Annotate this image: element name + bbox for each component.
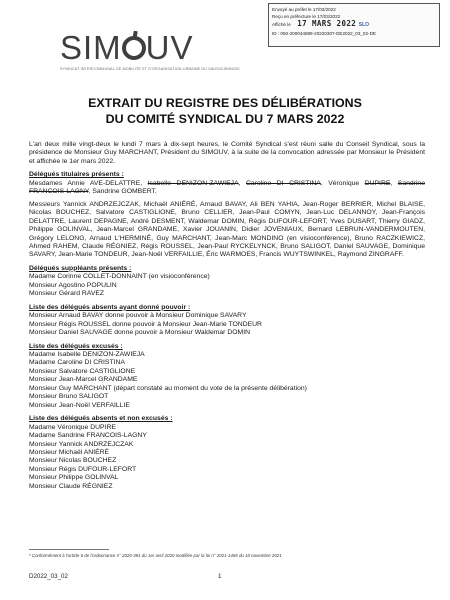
document-code: D2022_03_02 <box>29 573 68 580</box>
page-number: 1 <box>218 573 222 580</box>
footnote: * Conformément à l'article 6 de l'ordonnance n° 2020-391 du 1er avril 2020 modifiée par la loi n° 2021-1465 du 10 novembre 2021 <box>29 553 282 558</box>
pouvoirs-list <box>29 312 425 337</box>
stamp-sent-line: Envoyé au préfet le 17/03/2022 <box>272 7 336 12</box>
stamp-brand: SLO <box>358 22 370 29</box>
absents-heading: Liste des délégués absents et non excusés : <box>29 415 173 423</box>
list-item: Monsieur Nicolas BOUCHEZ <box>29 457 117 465</box>
list-item: Monsieur Guy MARCHANT (départ constaté au moment du vote de la présente délibération) <box>29 384 307 392</box>
stamp-received-line: Reçu en préfecture le 17/03/2022 <box>272 14 341 20</box>
list-item: Madame Corinne COLLET-DONNAINT (en visioconférence) <box>29 273 210 281</box>
stamp-handwritten-date: 17 MARS 2022 <box>297 19 357 29</box>
logo-o-glyph <box>122 36 146 60</box>
pouvoirs-heading: Liste des délégués absents ayant donné pouvoir : <box>29 303 191 311</box>
titulaires-mesdames <box>29 180 425 197</box>
struck-name: Isabelle DENIZON-ZAWIEJA <box>147 179 239 187</box>
list-item: Monsieur Yannick ANDRZEJCZAK <box>29 440 134 448</box>
list-item: Monsieur Agostino POPULIN <box>29 281 117 289</box>
list-item: Monsieur Michaël ANIÉRÉ <box>29 448 110 456</box>
list-item: Monsieur Régis DUFOUR-LEFORT <box>29 465 137 473</box>
titulaires-messieurs: Messieurs Yannick ANDRZEJCZAK, Michaël ANIÉRÉ, Arnaud BAVAY, Ali BEN YAHIA, Jean-Roger BERRIER, Michel BLAISE, Nicolas BOUCHEZ, Salvatore CASTIGLIONE, Bruno CELLIER, Jean-Paul COMYN, Jean-Luc DELANNOY, Jean-François DELATTRE, Laurent DEPAGNE, André DESMENT, Waldemar DOMIN, Régis DUFOUR-LEFORT, Yves DUSART, Thierry GIADZ, Philippe GOLINVAL, Jean-Marcel GRANDAME, Xavier JOUANIN, Didier JOVENIAUX, Bernard LEBRUN-VANDERMOUTEN, Grégory LELONG, Arnaud L'HERMINÉ, Guy MARCHANT, Jean-Marc MONDINO (en visioconférence), Bruno RACZKIEWICZ, Ahmed RAHEM, Claude RÉGNIEZ, Régis ROUSSEL, Jean-Paul RYCKELYNCK, Bruno SALIGOT, Daniel SAUVAGE, Dominique SAVARY, Jean-Marie TONDEUR, Jean-Noël VERFAILLIE, Éric WARMOES, Francis WUYTSWINKEL, Raymond ZINGRAFF. <box>29 200 425 259</box>
list-item: Monsieur Jean-Marcel GRANDAME <box>29 376 138 384</box>
stamp-posted-label: Affiché le <box>272 22 291 28</box>
list-item: Monsieur Philippe GOLINVAL <box>29 474 119 482</box>
document-body <box>29 141 425 491</box>
mesdames-lead: Mesdames Annie AVE-DELATTRE, <box>29 179 148 187</box>
intro-paragraph: L'an deux mille vingt-deux le lundi 7 mars à dix-sept heures, le Comité Syndical s'est réuni salle du Conseil Syndical, sous la présidence de Monsieur Guy MARCHANT, Président du SIMOUV, à la suite de la convocation adressée par Monsieur le Président et affichée le 1er mars 2022. <box>29 141 425 165</box>
mesdames-text: , Véronique <box>320 179 365 187</box>
absents-list <box>29 424 425 492</box>
list-item: Monsieur Bruno SALIGOT <box>29 393 109 401</box>
transmission-stamp <box>268 3 440 47</box>
list-item: Monsieur Jean-Noël VERFAILLIE <box>29 401 130 409</box>
list-item: Madame Isabelle DENIZON-ZAWIEJA <box>29 350 145 358</box>
stamp-posted-line <box>272 20 436 29</box>
separator: , <box>390 179 398 187</box>
document-title <box>0 95 450 127</box>
suppleants-list <box>29 273 425 298</box>
footnote-divider <box>29 549 109 550</box>
mesdames-text: , Sandrine GOMBERT. <box>88 188 157 196</box>
titulaires-heading: Délégués titulaires présents : <box>29 171 124 179</box>
list-item: Monsieur Arnaud BAVAY donne pouvoir à Monsieur Dominique SAVARY <box>29 312 247 320</box>
excuses-list <box>29 351 425 410</box>
logo-tagline: SYNDICAT INTERCOMMUNAL DE MOBILITÉ ET D'ORGANISATION URBAINE DU VALENCIENNOIS <box>60 67 240 71</box>
excuses-heading: Liste des délégués excusés : <box>29 342 123 350</box>
list-item: Monsieur Régis ROUSSEL donne pouvoir à Monsieur Jean-Marie TONDEUR <box>29 320 262 328</box>
list-item: Madame Véronique DUPIRE <box>29 423 116 431</box>
struck-name: Caroline DI CRISTINA <box>246 179 321 187</box>
suppleants-heading: Délégués suppléants présents : <box>29 264 132 272</box>
title-line-1: EXTRAIT DU REGISTRE DES DÉLIBÉRATIONS <box>88 96 362 110</box>
struck-name: DUPIRE <box>364 179 391 187</box>
struck-name: Sandrine FRANCOIS-LAGNY <box>29 179 425 196</box>
title-line-2: DU COMITÉ SYNDICAL DU 7 MARS 2022 <box>105 112 345 126</box>
stamp-id-line: ID : 050-200044889-20220307-DE2022_03_02-DE <box>272 30 376 36</box>
simouv-logo <box>60 29 240 78</box>
list-item: Monsieur Gérard RAVEZ <box>29 290 105 298</box>
list-item: Madame Caroline DI CRISTINA <box>29 359 125 367</box>
logo-wordmark: SIM UV <box>60 29 194 66</box>
list-item: Monsieur Salvatore CASTIGLIONE <box>29 367 136 375</box>
list-item: Madame Sandrine FRANCOIS-LAGNY <box>29 432 147 440</box>
separator: , <box>238 179 246 187</box>
list-item: Monsieur Claude RÉGNIEZ <box>29 482 113 490</box>
list-item: Monsieur Daniel SAUVAGE donne pouvoir à Monsieur Waldemar DOMIN <box>29 329 250 337</box>
